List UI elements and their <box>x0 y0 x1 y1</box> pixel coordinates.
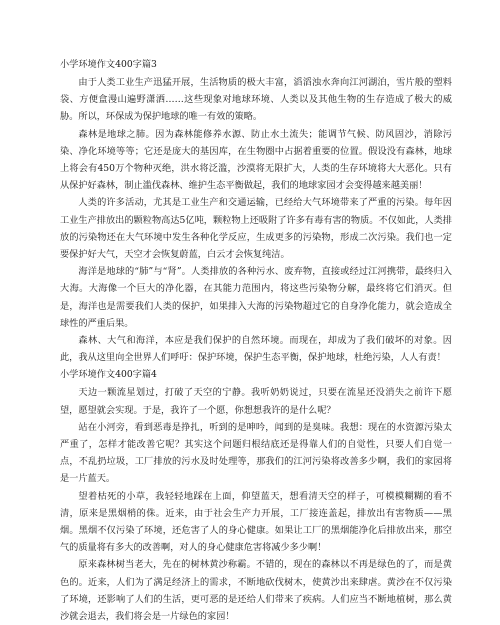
section-title: 小学环境作文400字篇4 <box>60 369 157 381</box>
paragraph: 望着枯死的小草，我轻轻地踩在上面，仰望蓝天，想看清天空的样子，可模模糊糊的看不清，原来是黑烟梢的侏。近来，由于社会生产力开展，工厂接连盖起，排放出有害物质——黑烟。黑烟不仅污染了环境，还危害了人的身心健康。如果让工厂的黑烟能净化后排放出来，那空气的质量将有多大的改善啊，对人的身心健康危害将减少多少啊！ <box>60 490 452 554</box>
paragraph: 原来森林树当老大，先在的树林黄沙称霸。不错的，现在的森林以不再是绿色的了，而是黄色的。近来，人们为了满足经济上的需求，不断地砍伐树木，使黄沙出来肆虐。黄沙在不仅污染了环境，还影响了人们的生活，更可恶的是还给人们带来了疾病。人们应当不断地植树，那么黄沙就会退去，我们将会是一片绿色的家园！ <box>60 559 452 623</box>
section-title: 小学环境作文400字篇3 <box>60 59 157 70</box>
paragraph: 人类的许多活动，尤其是工业生产和交通运输，已经给大气环境带来了严重的污染。每年因工业生产排放出的颗粒物高达5亿吨，颗粒物上还吸附了许多有毒有害的物质。不仅如此，人类排放的污染物还在大气环境中发生各种化学反应，生成更多的污染物，形成二次污染。我们也一定要保护好大气，天空才会恢复蔚蓝，白云才会恢复纯洁。 <box>60 197 452 261</box>
document-body <box>60 56 452 625</box>
paragraph: 天边一颗流星划过，打破了天空的宁静。我听奶奶说过，只要在流星还没消失之前许下愿望，愿望就会实现。于是，我许了一个愿，你想想我许的是什么呢？ <box>60 387 452 416</box>
paragraph: 森林是地球之肺。因为森林能修养水源、防止水土流失；能调节气候、防风固沙，消除污染、净化环境等等；它还是庞大的基因库，在生物圈中占据着重要的位置。假设没有森林，地球上将会有450万个物种灭绝，洪水将泛滥，沙漠将无限扩大，人类的生存环境将大大恶化。只有从保护好森林，制止滥伐森林、维护生态平衡做起，我们的地球家园才会变得越来越美丽！ <box>60 128 452 192</box>
paragraph: 海洋是地球的“肺”与“肾”。人类排放的各种污水、废弃物，直接或经过江河携带，最终归入大海。大海像一个巨大的净化器，在其能力范围内，将这些污染物分解，最终将它们消灭。但是，海洋也是需要我们人类的保护，如果排入大海的污染物超过它的自身净化能力，就会造成全球性的严重后果。 <box>60 266 452 329</box>
paragraph: 站在小河旁，看到恶毒是挣扎，听到的是呻吟，闻到的是臭味。我想：现在的水资源污染太严重了，怎样才能改善它呢？其实这个问题归根结底还是得靠人们的自觉性，只要人们自觉一点，不乱扔垃圾，工厂排放的污水及时处理等，那我们的江河污染将改善多少啊，我们的家园将是一片蓝天。 <box>60 421 452 485</box>
paragraph: 森林、大气和海洋，本应是我们保护的自然环境。而现在，却成为了我们破坏的对象。因此，我从这里向全世界人们呼吁：保护环境，保护生态平衡，保护地球，杜绝污染，人人有责！ <box>60 335 452 364</box>
paragraph: 由于人类工业生产迅猛开展，生活物质的极大丰富，滔滔浊水奔向江河湖泊，雪片般的塑料袋、方便盒漫山遍野潇洒……这些现象对地球环境、人类以及其他生物的生存造成了极大的威胁。所以，环保成为保护地球的唯一有效的策略。 <box>60 77 452 123</box>
